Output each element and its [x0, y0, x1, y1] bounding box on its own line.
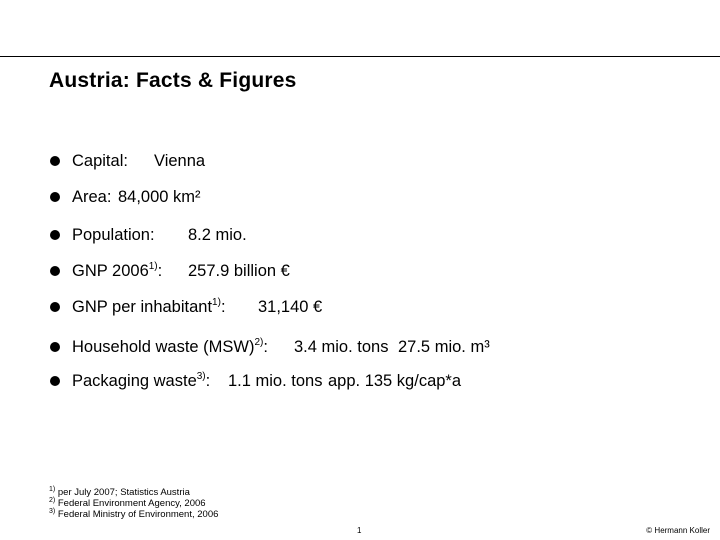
gnp-per-inhabitant-label-colon: :: [220, 298, 226, 316]
household-waste-label: [72, 336, 268, 358]
bullet-dot-icon: [50, 156, 60, 166]
capital-value: Vienna: [154, 152, 206, 170]
footnote-2-text: Federal Environment Agency, 2006: [57, 498, 206, 509]
household-waste-value-volume: 27.5 mio. m³: [398, 338, 490, 356]
gnp-label-text: GNP 2006: [72, 262, 149, 280]
packaging-waste-label-colon: :: [205, 372, 211, 390]
bullet-dot-icon: [50, 302, 60, 312]
population-label: Population:: [72, 226, 155, 244]
footnote-1-mark: 1): [49, 486, 56, 493]
gnp-per-inhabitant-footnote-mark: 1): [212, 297, 221, 308]
area-label: Area:: [72, 188, 112, 206]
header-rule: [0, 56, 720, 57]
bullet-dot-icon: [50, 230, 60, 240]
gnp-per-inhabitant-value: 31,140 €: [258, 298, 323, 316]
bullet-area: [0, 186, 720, 208]
capital-label: Capital:: [72, 152, 128, 170]
bullet-gnp: [0, 260, 720, 282]
gnp-footnote-mark: 1): [148, 261, 158, 272]
gnp-value: 257.9 billion €: [188, 262, 290, 280]
bullet-packaging-waste: [0, 370, 720, 392]
packaging-waste-label: [72, 370, 210, 392]
household-waste-value: 3.4 mio. tons: [294, 338, 389, 356]
footnote-2: [49, 498, 206, 509]
footnote-2-mark: 2): [49, 497, 56, 504]
slide-title: Austria: Facts & Figures: [49, 69, 297, 92]
packaging-waste-value-per-capita: app. 135 kg/cap*a: [328, 372, 462, 390]
page-number: 1: [357, 526, 362, 535]
bullet-population: [0, 224, 720, 246]
gnp-per-inhabitant-label: [72, 296, 226, 318]
bullet-household-waste: [0, 336, 720, 358]
household-waste-label-text: Household waste (MSW): [72, 338, 255, 356]
area-value: 84,000 km²: [118, 188, 201, 206]
gnp-per-inhabitant-label-text: GNP per inhabitant: [72, 298, 213, 316]
footnote-1: [49, 487, 190, 498]
bullet-dot-icon: [50, 342, 60, 352]
footnote-1-text: per July 2007; Statistics Austria: [57, 487, 190, 498]
bullet-dot-icon: [50, 266, 60, 276]
bullet-gnp-per-inhabitant: [0, 296, 720, 318]
bullet-dot-icon: [50, 376, 60, 386]
packaging-waste-footnote-mark: 3): [196, 371, 206, 382]
bullet-dot-icon: [50, 192, 60, 202]
footnote-3: [49, 509, 218, 520]
footnote-3-mark: 3): [49, 508, 56, 515]
copyright-notice: © Hermann Koller: [646, 526, 710, 535]
packaging-waste-value: 1.1 mio. tons: [228, 372, 323, 390]
household-waste-label-colon: :: [263, 338, 268, 356]
gnp-label: [72, 260, 162, 282]
footnote-3-text: Federal Ministry of Environment, 2006: [57, 509, 219, 520]
population-value: 8.2 mio.: [188, 226, 247, 244]
bullet-capital: [0, 150, 720, 172]
household-waste-footnote-mark: 2): [254, 337, 264, 348]
packaging-waste-label-text: Packaging waste: [72, 372, 197, 390]
gnp-label-colon: :: [157, 262, 163, 280]
